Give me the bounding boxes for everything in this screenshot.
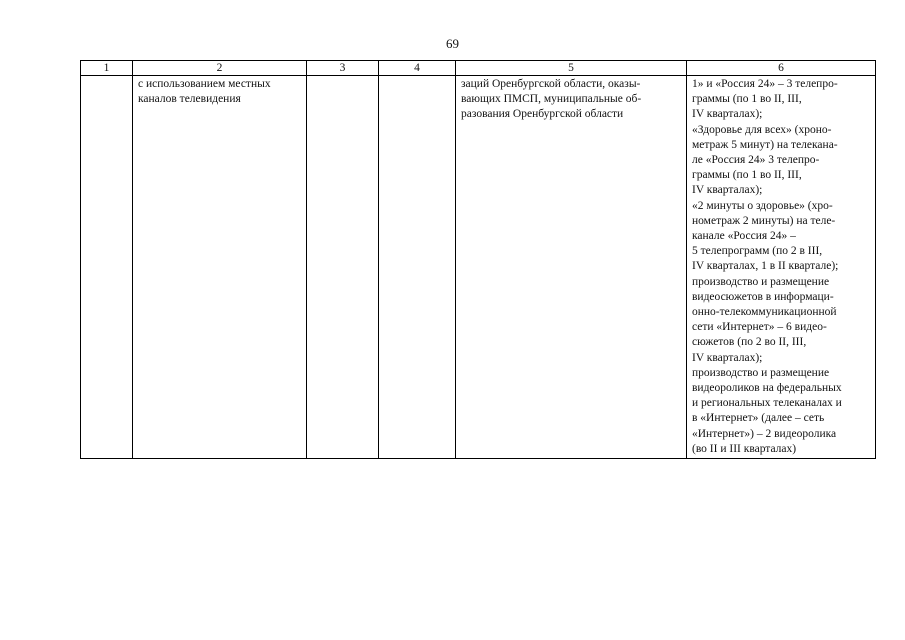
page-number: 69 [446, 36, 459, 51]
cell-responsible: заций Оренбургской области, оказы- вающих ПМСП, муниципальные об- разования Оренбургской области [456, 76, 687, 459]
plan-table [80, 60, 876, 459]
cell-end-date [379, 76, 456, 459]
header-col-4: 4 [379, 61, 456, 76]
table-header-row [81, 61, 876, 76]
header-col-3: 3 [307, 61, 379, 76]
cell-number [81, 76, 133, 459]
cell-start-date [307, 76, 379, 459]
cell-result: 1» и «Россия 24» – 3 телепро- граммы (по 1 во II, III, IV кварталах); «Здоровье для всех» (хроно- метраж 5 минут) на телекана- ле «Россия 24» 3 телепро- граммы (по 1 во II, III, IV кварталах); «2 минуты о здоровье» (хро- нометраж 2 минуты) на теле- канале «Россия 24» – 5 телепрограмм (по 2 в III, IV кварталах, 1 в II квартале); производство и размещение видеосюжетов в информаци- онно-телекоммуникационной сети «Интернет» – 6 видео- сюжетов (по 2 во II, III, IV кварталах); производство и размещение видеороликов на федеральных и региональных телеканалах и в «Интернет» (далее – сеть «Интернет») – 2 видеоролика (во II и III кварталах) [687, 76, 876, 459]
header-col-6: 6 [687, 61, 876, 76]
cell-activity: с использованием местных каналов телевидения [133, 76, 307, 459]
header-col-1: 1 [81, 61, 133, 76]
header-col-5: 5 [456, 61, 687, 76]
header-col-2: 2 [133, 61, 307, 76]
table-row [81, 76, 876, 459]
